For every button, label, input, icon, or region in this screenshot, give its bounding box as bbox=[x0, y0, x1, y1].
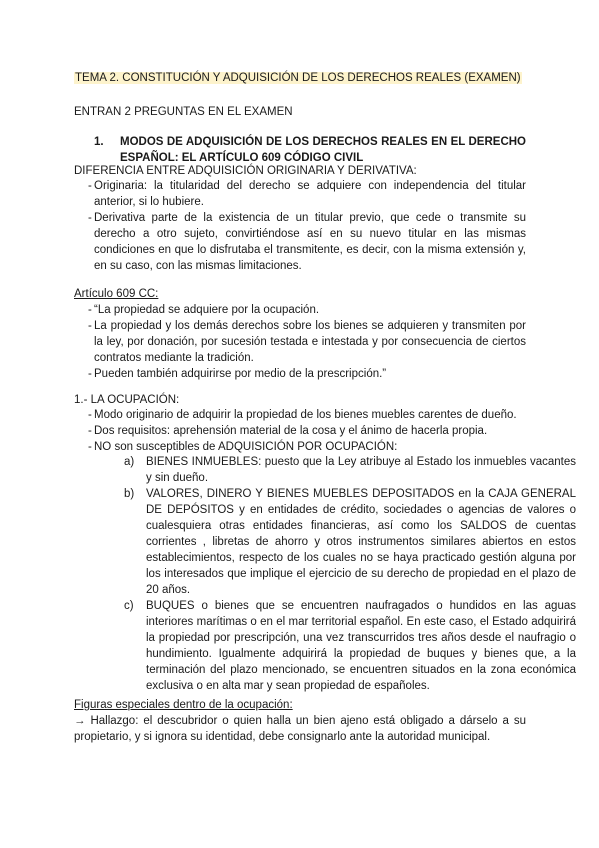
hallazgo-paragraph: → Hallazgo: el descubridor o quien halla un bien ajeno está obligado a dárselo a su propietario, y si ignora su identidad, debe consignarlo ante la autoridad municipal. bbox=[74, 715, 526, 743]
ocupacion-list bbox=[74, 407, 526, 455]
articulo-label: Artículo 609 CC: bbox=[74, 288, 159, 300]
sublist-text: BUQUES o bienes que se encuentren naufragados o hundidos en las aguas interiores marítimas o en el mar territorial español. En este caso, el Estado adquirirá la propiedad por prescripción, una vez transcurridos tres años desde el naufragio o hundimiento. Igualmente adquirirá la propiedad de buques y bienes que, a la terminación del plazo mencionado, se encuentren situados en la zona económica exclusiva o en alta mar y sean propiedad de españoles. bbox=[146, 600, 576, 692]
diferencia-list bbox=[74, 178, 526, 274]
ocupacion-sublist bbox=[74, 454, 576, 694]
sublist-marker: b) bbox=[124, 488, 135, 500]
sublist-item-c bbox=[124, 598, 576, 694]
sublist-text: BIENES INMUEBLES: puesto que la Ley atribuye al Estado los inmuebles vacantes y sin dueño. bbox=[146, 456, 576, 484]
list-item: - Pueden también adquirirse por medio de la prescripción.” bbox=[74, 366, 526, 382]
document-subtitle: ENTRAN 2 PREGUNTAS EN EL EXAMEN bbox=[74, 106, 293, 118]
list-item: - La propiedad y los demás derechos sobre los bienes se adquieren y transmiten por la ley, por donación, por sucesión testada e intestada y por consecuencia de ciertos contratos mediante la tradición. bbox=[74, 318, 526, 366]
list-item: - Dos requisitos: aprehensión material de la cosa y el ánimo de hacerla propia. bbox=[74, 423, 526, 439]
figuras-label: Figuras especiales dentro de la ocupación: bbox=[74, 699, 293, 711]
sublist-item-b bbox=[124, 486, 576, 598]
sublist-text: VALORES, DINERO Y BIENES MUEBLES DEPOSITADOS en la CAJA GENERAL DE DEPÓSITOS y en entidades de crédito, sociedades o agencias de valores o cualesquiera otras entidades financieras, así como los SALDOS de cuentas corrientes , libretas de ahorro y otros instrumentos similares abiertos en estos establecimientos, respecto de los cuales no se haya practicado gestión alguna por los interesados que implique el ejercicio de su derecho de propiedad en el plazo de 20 años. bbox=[146, 488, 576, 596]
document-title bbox=[74, 70, 526, 86]
section-1-number: 1. bbox=[94, 136, 104, 148]
ocupacion-heading: 1.- LA OCUPACIÓN: bbox=[74, 394, 180, 406]
list-item: - Originaria: la titularidad del derecho se adquiere con independencia del titular anterior, si lo hubiere. bbox=[74, 178, 526, 210]
sublist-marker: a) bbox=[124, 456, 135, 468]
list-item: - Derivativa parte de la existencia de un titular previo, que cede o transmite su derecho a otro sujeto, convirtiéndose así en su nuevo titular en las mismas condiciones en que lo disfrutaba el transmitente, es decir, con la misma extensión y, en su caso, con las mismas limitaciones. bbox=[74, 210, 526, 274]
list-item: - NO son susceptibles de ADQUISICIÓN POR OCUPACIÓN: bbox=[74, 439, 526, 455]
list-item: - Modo originario de adquirir la propiedad de los bienes muebles carentes de dueño. bbox=[74, 407, 526, 423]
title-highlight: TEMA 2. CONSTITUCIÓN Y ADQUISICIÓN DE LOS DERECHOS REALES (EXAMEN) bbox=[75, 72, 521, 84]
list-item: - “La propiedad se adquiere por la ocupación. bbox=[74, 302, 526, 318]
sublist-marker: c) bbox=[124, 600, 134, 612]
section-1-heading bbox=[94, 134, 526, 166]
articulo-list bbox=[74, 302, 526, 382]
diferencia-heading: DIFERENCIA ENTRE ADQUISICIÓN ORIGINARIA Y DERIVATIVA: bbox=[74, 165, 417, 177]
sublist-item-a bbox=[124, 454, 576, 486]
section-1-heading-text: MODOS DE ADQUISICIÓN DE LOS DERECHOS REALES EN EL DERECHO ESPAÑOL: EL ARTÍCULO 609 CÓDIGO CIVIL bbox=[120, 136, 526, 164]
